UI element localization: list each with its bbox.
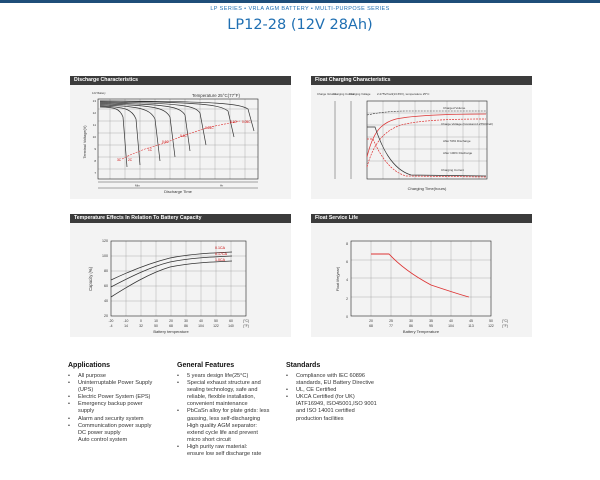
features-item: • High purity raw material: <box>177 444 277 451</box>
features-item: convenient maintenance <box>187 401 248 408</box>
unit-f: (°F) <box>243 324 249 328</box>
curve-label: After 100% Discharge <box>443 151 473 155</box>
features-item: • Special exhaust structure and <box>177 380 277 387</box>
y-tick: 80 <box>104 269 108 273</box>
x-tick-f: 140 <box>228 324 234 328</box>
discharge-title: Discharge Characteristics <box>70 76 291 85</box>
applications-item: • Uninterruptable Power Supply <box>68 380 168 387</box>
x-tick-f: 104 <box>198 324 204 328</box>
y-tick: 8 <box>346 242 348 246</box>
y-tick: 0 <box>346 315 348 319</box>
y-tick: 120 <box>102 239 108 243</box>
series-line: LP SERIES • VRLA AGM BATTERY • MULTI-PURPOSE SERIES <box>210 6 390 12</box>
discharge-chart <box>70 87 291 199</box>
discharge-panel <box>70 76 291 199</box>
charge-volume-label: Charge Volume <box>317 92 337 96</box>
unit-c: (°C) <box>501 319 509 323</box>
y-tick: 9 <box>94 147 96 151</box>
float-condition: 2.275V/Cell(13.65V), temperature 25°C <box>377 92 430 96</box>
x-axis-label: Charging Time(hours) <box>407 186 447 191</box>
header-rule <box>0 0 600 3</box>
x-axis-label: Battery Temperature <box>402 329 440 334</box>
x-tick-f: 104 <box>448 324 454 328</box>
y-tick: 7 <box>94 171 96 175</box>
float-charging-title: Float Charging Characteristics <box>311 76 532 85</box>
x-axis-label: Discharge Time <box>164 189 192 194</box>
float-life-title: Float Service Life <box>311 214 532 223</box>
x-tick-c: 30 <box>409 319 413 323</box>
standards-item: and ISO 14001 certified <box>296 408 355 415</box>
features-item: micro short circuit <box>187 436 231 443</box>
features-item: sealing technology, safe and <box>187 387 258 394</box>
x-tick-c: 60 <box>229 319 233 323</box>
curve-label: 3C <box>117 158 122 162</box>
standards-heading: Standards <box>286 362 321 369</box>
x-tick-c: 40 <box>199 319 203 323</box>
features-item: • 5 years design life(25°C) <box>177 373 277 380</box>
series-label: 0.17CA <box>215 252 227 256</box>
curve-label: 0.05C <box>242 120 251 124</box>
applications-list <box>68 373 168 444</box>
features-item: extend cycle life and prevent <box>187 429 258 436</box>
y-tick: 12 <box>92 111 96 115</box>
applications-item: supply <box>78 408 95 415</box>
x-tick-c: 50 <box>489 319 493 323</box>
features-item: High quality AGM separator: <box>187 422 257 429</box>
x-unit-hr: Hr <box>220 183 224 188</box>
applications-heading: Applications <box>68 362 111 369</box>
battery-caption: 12V Battery <box>92 92 106 95</box>
y-axis-label: Float life(year) <box>336 266 340 292</box>
features-heading: General Features <box>177 362 235 369</box>
applications-item: • Alarm and security system <box>68 416 168 423</box>
temperature-title: Temperature Effects In Relation To Battery Capacity <box>70 214 291 223</box>
temperature-label: Temperature 25°C(77°F) <box>192 93 240 98</box>
x-tick-f: 77 <box>389 324 393 328</box>
float-life-panel <box>311 214 532 337</box>
standards-item: production facilities <box>296 415 344 422</box>
series-label: 1.0CA <box>215 258 225 262</box>
y-tick: 2 <box>346 297 348 301</box>
curve-label: 0.25C <box>205 126 214 130</box>
y-tick: 6 <box>346 260 348 264</box>
curve-label: 1C <box>148 148 153 152</box>
curve-label: Charge Voltage (Constant 2.275V/Cell) <box>441 122 493 126</box>
x-tick-f: 122 <box>488 324 494 328</box>
x-tick-c: 30 <box>184 319 188 323</box>
features-list <box>177 373 277 458</box>
x-tick-c: -20 <box>108 319 114 323</box>
standards-item: • UL, CE Certified <box>286 387 386 394</box>
x-tick-c: 25 <box>389 319 393 323</box>
y-tick: 40 <box>104 299 108 303</box>
x-unit-min: Min <box>135 183 140 188</box>
x-tick-c: 35 <box>429 319 433 323</box>
y-tick: 13 <box>92 99 96 103</box>
curve-label: 0.4C <box>180 134 187 138</box>
features-item: ensure low self discharge rate <box>187 451 262 458</box>
curve-label: Charged Volume <box>443 106 466 110</box>
x-tick-f: 32 <box>139 324 143 328</box>
standards-list <box>286 373 386 423</box>
x-tick-c: 20 <box>369 319 373 323</box>
x-tick-c: 0 <box>140 319 142 323</box>
temperature-panel <box>70 214 291 337</box>
x-tick-f: 68 <box>369 324 373 328</box>
float-life-chart <box>311 225 532 337</box>
unit-c: (°C) <box>242 319 250 323</box>
curve-label: 0.6C <box>162 140 169 144</box>
applications-item: • All purpose <box>68 373 168 380</box>
x-tick-f: 68 <box>169 324 173 328</box>
x-tick-f: 122 <box>213 324 219 328</box>
x-tick-c: 20 <box>169 319 173 323</box>
features-item: • PbCaSn alloy for plate grids: less <box>177 408 277 415</box>
standards-item: IATF16949, ISO45001,ISO 9001 <box>296 401 377 408</box>
applications-item: • Emergency backup power <box>68 401 168 408</box>
x-tick-f: 86 <box>184 324 188 328</box>
x-tick-f: -4 <box>109 324 113 328</box>
y-tick: 20 <box>104 314 108 318</box>
x-tick-c: 45 <box>469 319 473 323</box>
applications-item: DC power supply <box>78 429 121 436</box>
standards-item: • UKCA Certified (for UK) <box>286 394 386 401</box>
standards-item: standards, EU Battery Directive <box>296 380 375 387</box>
standards-item: • Compliance with IEC 60896 <box>286 373 386 380</box>
y-tick: 10 <box>92 135 96 139</box>
float-charging-chart <box>311 87 532 199</box>
curve-label: After 50% Discharge <box>443 139 471 143</box>
page-title: LP12-28 (12V 28Ah) <box>227 17 373 33</box>
temperature-chart <box>70 225 291 337</box>
series-label: 0.1CA <box>215 246 225 250</box>
applications-item: • Communication power supply <box>68 423 168 430</box>
unit-f: (°F) <box>502 324 508 328</box>
y-tick: 100 <box>102 254 108 258</box>
x-tick-f: 50 <box>154 324 158 328</box>
y-tick: 60 <box>104 284 108 288</box>
y-axis-label: Terminal Voltage(V) <box>83 125 87 159</box>
applications-item: • Electric Power System (EPS) <box>68 394 168 401</box>
x-tick-c: 50 <box>214 319 218 323</box>
y-tick: 8 <box>94 159 96 163</box>
x-tick-f: 86 <box>409 324 413 328</box>
x-tick-c: -10 <box>123 319 129 323</box>
applications-item: Auto control system <box>78 436 128 443</box>
charging-voltage-axis-label: Charging Voltage <box>349 92 371 96</box>
x-tick-f: 14 <box>124 324 128 328</box>
y-tick: 4 <box>346 278 348 282</box>
x-tick-c: 10 <box>154 319 158 323</box>
x-tick-f: 95 <box>429 324 433 328</box>
x-tick-c: 40 <box>449 319 453 323</box>
curve-label: 0.1C <box>230 120 237 124</box>
y-tick: 11 <box>92 123 96 127</box>
applications-item: (UPS) <box>78 387 94 394</box>
y-axis-label: Capacity (%) <box>88 267 93 291</box>
features-item: gassing, less self-discharging <box>187 415 261 422</box>
features-item: reliable, flexible installation, <box>187 394 256 401</box>
charging-current-axis-label: Charging Current <box>333 92 355 96</box>
curve-label: 2C <box>128 158 133 162</box>
x-tick-f: 113 <box>468 324 474 328</box>
float-charging-panel <box>311 76 532 199</box>
curve-label: Charging Current <box>441 168 465 172</box>
x-axis-label: Battery temperature <box>153 329 189 334</box>
